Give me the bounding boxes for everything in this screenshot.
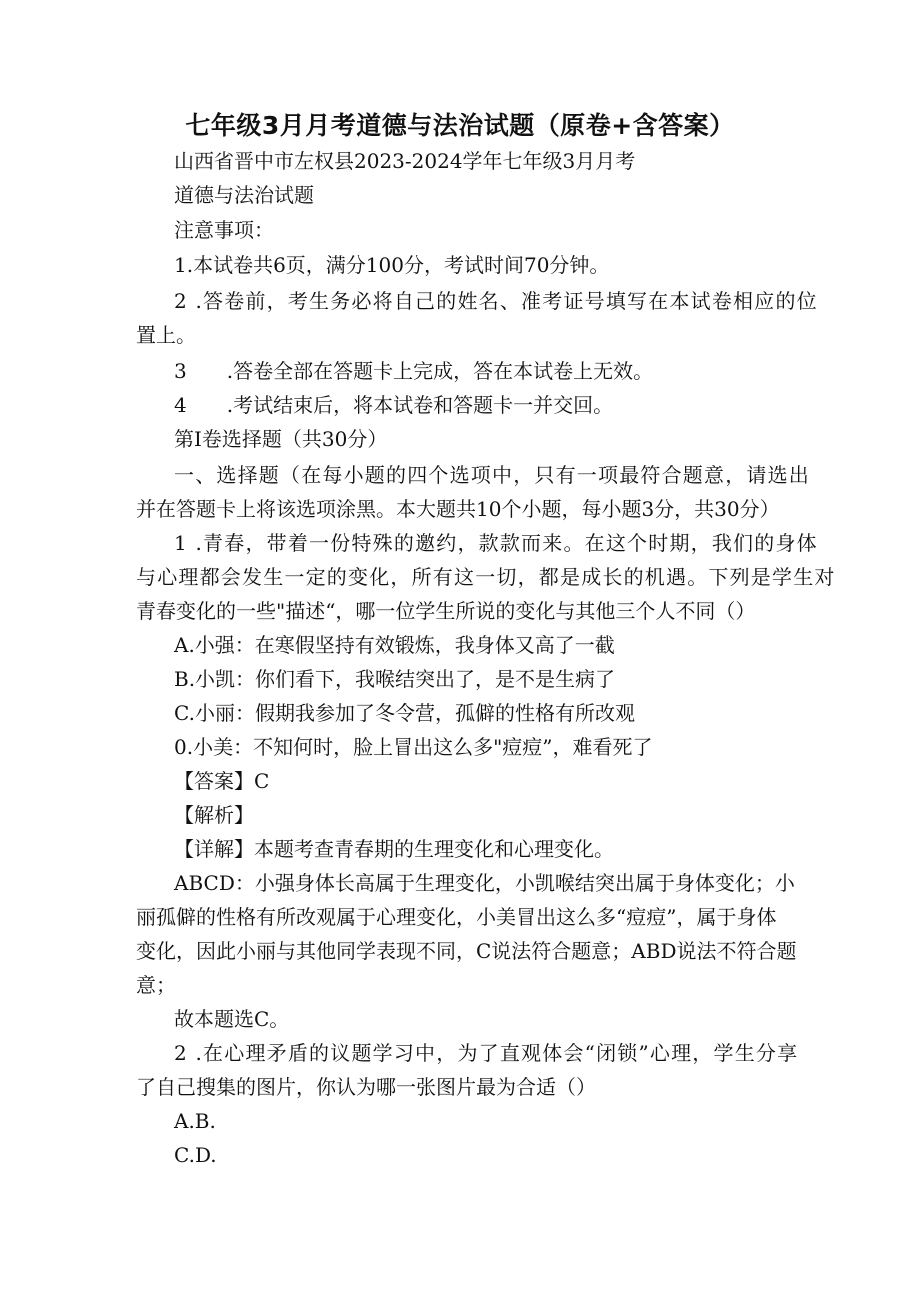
question-1-option-d: 0.小美：不知何时，脸上冒出这么多"痘痘”，难看死了	[174, 735, 653, 759]
notice-item-3: 3 .答卷全部在答题卡上完成，答在本试卷上无效。	[174, 359, 654, 383]
instructions-line-2: 并在答题卡上将该选项涂黑。本大题共10个小题，每小题3分，共30分）	[136, 497, 780, 521]
notice-item-1: 1.本试卷共6页，满分100分，考试时间70分钟。	[174, 253, 610, 277]
question-2-options-cd: C.D.	[174, 1143, 217, 1167]
answer-label: 【答案】C	[174, 769, 270, 793]
section-heading: 第Ⅰ卷选择题（共30分）	[174, 427, 388, 451]
exam-subject-line: 道德与法治试题	[174, 183, 314, 207]
question-1-line-1: 1 .青春，带着一份特殊的邀约，款款而来。在这个时期，我们的身体	[174, 531, 818, 555]
question-1-option-a: A.小强：在寒假坚持有效锻炼，我身体又高了一截	[174, 633, 615, 657]
notice-item-2-cont: 置上。	[136, 323, 196, 347]
question-1-line-3: 青春变化的一些"描述“，哪一位学生所说的变化与其他三个人不同（）	[136, 599, 756, 623]
analysis-label: 【解析】	[174, 803, 254, 827]
document-title: 七年级3月月考道德与法治试题（原卷+含答案）	[185, 111, 735, 140]
explanation-line-3: 变化，因此小丽与其他同学表现不同，C说法符合题意；ABD说法不符合题	[136, 939, 797, 963]
notice-item-4: 4 .考试结束后，将本试卷和答题卡一并交回。	[174, 393, 614, 417]
explanation-line-1: ABCD：小强身体长高属于生理变化，小凯喉结突出属于身体变化；小	[174, 871, 795, 895]
question-1-option-b: B.小凯：你们看下，我喉结突出了，是不是生病了	[174, 667, 616, 691]
question-1-line-2: 与心理都会发生一定的变化，所有这一切，都是成长的机遇。下列是学生对	[136, 565, 836, 589]
notice-item-2: 2 .答卷前，考生务必将自己的姓名、准考证号填写在本试卷相应的位	[174, 289, 818, 313]
question-2-line-2: 了自己搜集的图片，你认为哪一张图片最为合适（）	[136, 1075, 596, 1099]
question-1-option-c: C.小丽：假期我参加了冬令营，孤僻的性格有所改观	[174, 701, 635, 725]
detail-explanation: 【详解】本题考查青春期的生理变化和心理变化。	[174, 837, 614, 861]
notice-heading: 注意事项：	[174, 218, 274, 242]
question-1-conclusion: 故本题选C。	[174, 1007, 290, 1031]
question-2-options-ab: A.B.	[174, 1109, 216, 1133]
explanation-line-4: 意；	[136, 973, 176, 997]
question-2-line-1: 2 .在心理矛盾的议题学习中，为了直观体会“闭锁”心理，学生分享	[174, 1041, 799, 1065]
exam-source-line: 山西省晋中市左权县2023-2024学年七年级3月月考	[174, 149, 636, 173]
explanation-line-2: 丽孤僻的性格有所改观属于心理变化，小美冒出这么多“痘痘”，属于身体	[136, 905, 777, 929]
instructions-line-1: 一、选择题（在每小题的四个选项中，只有一项最符合题意，请选出	[174, 463, 810, 487]
